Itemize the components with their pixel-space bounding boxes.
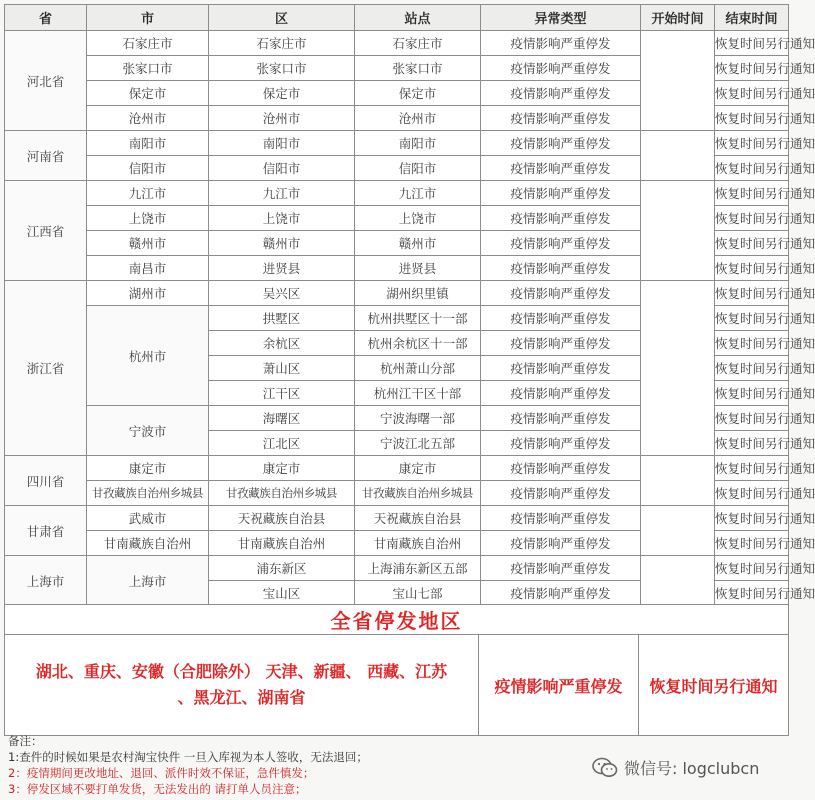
city-cell: 南昌市 (87, 256, 209, 281)
district-cell: 沧州市 (209, 106, 355, 131)
city-cell: 武威市 (87, 506, 209, 531)
station-cell: 甘孜藏族自治州乡城县 (355, 481, 481, 506)
exception-type-cell: 疫情影响严重停发 (481, 281, 641, 306)
table-row (5, 506, 789, 531)
province-cell: 河北省 (5, 31, 87, 131)
notes-heading: 备注： (8, 734, 43, 748)
city-cell: 宁波市 (87, 406, 209, 456)
province-cell: 四川省 (5, 456, 87, 506)
district-cell: 宝山区 (209, 581, 355, 606)
table-row (5, 281, 789, 306)
nationwide-suspension-table (4, 604, 789, 736)
header-city: 市 (87, 5, 209, 31)
summary-exception-type: 疫情影响严重停发 (479, 635, 639, 736)
exception-type-cell: 疫情影响严重停发 (481, 181, 641, 206)
exception-type-cell: 疫情影响严重停发 (481, 81, 641, 106)
end-time-cell: 恢复时间另行通知 (715, 181, 789, 206)
end-time-cell: 恢复时间另行通知 (715, 106, 789, 131)
summary-regions-line2: 、黑龙江、湖南省 (177, 688, 306, 707)
watermark-text: 微信号: logclubcn (624, 759, 760, 778)
end-time-cell: 恢复时间另行通知 (715, 456, 789, 481)
end-time-cell: 恢复时间另行通知 (715, 31, 789, 56)
district-cell: 张家口市 (209, 56, 355, 81)
station-cell: 上饶市 (355, 206, 481, 231)
district-cell: 甘孜藏族自治州乡城县 (209, 481, 355, 506)
district-cell: 九江市 (209, 181, 355, 206)
summary-regions (5, 635, 479, 736)
station-cell: 杭州余杭区十一部 (355, 331, 481, 356)
notes (8, 733, 568, 797)
station-cell: 杭州拱墅区十一部 (355, 306, 481, 331)
end-time-cell: 恢复时间另行通知 (715, 381, 789, 406)
start-time-cell (641, 456, 715, 506)
province-cell: 河南省 (5, 131, 87, 181)
end-time-cell: 恢复时间另行通知 (715, 556, 789, 581)
station-cell: 宝山七部 (355, 581, 481, 606)
province-cell: 浙江省 (5, 281, 87, 456)
station-cell: 天祝藏族自治县 (355, 506, 481, 531)
exception-type-cell: 疫情影响严重停发 (481, 531, 641, 556)
district-cell: 萧山区 (209, 356, 355, 381)
district-cell: 信阳市 (209, 156, 355, 181)
header-exception-type: 异常类型 (481, 5, 641, 31)
station-cell: 沧州市 (355, 106, 481, 131)
start-time-cell (641, 556, 715, 606)
city-cell: 南阳市 (87, 131, 209, 156)
province-cell: 甘肃省 (5, 506, 87, 556)
header-district: 区 (209, 5, 355, 31)
exception-type-cell: 疫情影响严重停发 (481, 556, 641, 581)
city-cell: 保定市 (87, 81, 209, 106)
end-time-cell: 恢复时间另行通知 (715, 131, 789, 156)
exception-type-cell: 疫情影响严重停发 (481, 231, 641, 256)
header-end-time: 结束时间 (715, 5, 789, 31)
province-cell: 江西省 (5, 181, 87, 281)
district-cell: 浦东新区 (209, 556, 355, 581)
table-row (5, 181, 789, 206)
station-cell: 甘南藏族自治州 (355, 531, 481, 556)
end-time-cell: 恢复时间另行通知 (715, 256, 789, 281)
exception-type-cell: 疫情影响严重停发 (481, 56, 641, 81)
city-cell: 信阳市 (87, 156, 209, 181)
district-cell: 康定市 (209, 456, 355, 481)
end-time-cell: 恢复时间另行通知 (715, 81, 789, 106)
station-cell: 宁波海曙一部 (355, 406, 481, 431)
start-time-cell (641, 506, 715, 556)
table-row (5, 556, 789, 581)
notes-line-1: 1:查件的时候如果是农村淘宝快件 一旦入库视为本人签收，无法退回； (8, 750, 368, 764)
city-cell: 张家口市 (87, 56, 209, 81)
table-body (5, 31, 815, 606)
station-cell: 上海浦东新区五部 (355, 556, 481, 581)
table-row (5, 31, 789, 56)
station-cell: 康定市 (355, 456, 481, 481)
district-cell: 保定市 (209, 81, 355, 106)
header-station: 站点 (355, 5, 481, 31)
end-time-cell: 恢复时间另行通知 (715, 406, 789, 431)
station-status-table (4, 4, 815, 606)
district-cell: 余杭区 (209, 331, 355, 356)
wechat-watermark (592, 756, 759, 779)
wechat-icon (592, 757, 618, 779)
end-time-cell: 恢复时间另行通知 (715, 356, 789, 381)
district-cell: 进贤县 (209, 256, 355, 281)
station-cell: 杭州江干区十部 (355, 381, 481, 406)
end-time-cell: 恢复时间另行通知 (715, 531, 789, 556)
table-header-row (5, 5, 789, 31)
district-cell: 石家庄市 (209, 31, 355, 56)
exception-type-cell: 疫情影响严重停发 (481, 206, 641, 231)
exception-type-cell: 疫情影响严重停发 (481, 106, 641, 131)
table-row (5, 456, 789, 481)
district-cell: 海曙区 (209, 406, 355, 431)
district-cell: 拱墅区 (209, 306, 355, 331)
exception-type-cell: 疫情影响严重停发 (481, 356, 641, 381)
district-cell: 赣州市 (209, 231, 355, 256)
end-time-cell: 恢复时间另行通知 (715, 431, 789, 456)
station-cell: 信阳市 (355, 156, 481, 181)
end-time-cell: 恢复时间另行通知 (715, 231, 789, 256)
district-cell: 南阳市 (209, 131, 355, 156)
district-cell: 天祝藏族自治县 (209, 506, 355, 531)
exception-type-cell: 疫情影响严重停发 (481, 481, 641, 506)
exception-type-cell: 疫情影响严重停发 (481, 131, 641, 156)
exception-type-cell: 疫情影响严重停发 (481, 506, 641, 531)
district-cell: 甘南藏族自治州 (209, 531, 355, 556)
station-cell: 张家口市 (355, 56, 481, 81)
district-cell: 江北区 (209, 431, 355, 456)
station-cell: 湖州织里镇 (355, 281, 481, 306)
city-cell: 湖州市 (87, 281, 209, 306)
start-time-cell (641, 31, 715, 131)
exception-type-cell: 疫情影响严重停发 (481, 31, 641, 56)
station-cell: 九江市 (355, 181, 481, 206)
exception-type-cell: 疫情影响严重停发 (481, 581, 641, 606)
notes-line-3: 3：停发区域不要打单发货，无法发出的 请打单人员注意； (8, 782, 307, 796)
district-cell: 江干区 (209, 381, 355, 406)
exception-type-cell: 疫情影响严重停发 (481, 456, 641, 481)
station-cell: 赣州市 (355, 231, 481, 256)
summary-regions-line1: 湖北、重庆、安徽（合肥除外） 天津、新疆、 西藏、江苏 (35, 662, 448, 681)
city-cell: 沧州市 (87, 106, 209, 131)
city-cell: 九江市 (87, 181, 209, 206)
city-cell: 甘南藏族自治州 (87, 531, 209, 556)
city-cell: 上海市 (87, 556, 209, 606)
exception-type-cell: 疫情影响严重停发 (481, 306, 641, 331)
exception-type-cell: 疫情影响严重停发 (481, 331, 641, 356)
end-time-cell: 恢复时间另行通知 (715, 581, 789, 606)
exception-type-cell: 疫情影响严重停发 (481, 256, 641, 281)
end-time-cell: 恢复时间另行通知 (715, 56, 789, 81)
start-time-cell (641, 131, 715, 181)
table-row (5, 131, 789, 156)
start-time-cell (641, 181, 715, 281)
station-cell: 进贤县 (355, 256, 481, 281)
station-cell: 石家庄市 (355, 31, 481, 56)
station-cell: 宁波江北五部 (355, 431, 481, 456)
city-cell: 杭州市 (87, 306, 209, 406)
station-cell: 南阳市 (355, 131, 481, 156)
header-province: 省 (5, 5, 87, 31)
exception-type-cell: 疫情影响严重停发 (481, 431, 641, 456)
city-cell: 上饶市 (87, 206, 209, 231)
end-time-cell: 恢复时间另行通知 (715, 331, 789, 356)
city-cell: 甘孜藏族自治州乡城县 (87, 481, 209, 506)
end-time-cell: 恢复时间另行通知 (715, 206, 789, 231)
end-time-cell: 恢复时间另行通知 (715, 156, 789, 181)
header-start-time: 开始时间 (641, 5, 715, 31)
end-time-cell: 恢复时间另行通知 (715, 481, 789, 506)
station-cell: 杭州萧山分部 (355, 356, 481, 381)
notes-line-2: 2：疫情期间更改地址、退回、派件时效不保证，急件慎发； (8, 766, 315, 780)
city-cell: 康定市 (87, 456, 209, 481)
summary-title: 全省停发地区 (5, 605, 789, 635)
start-time-cell (641, 281, 715, 456)
city-cell: 石家庄市 (87, 31, 209, 56)
district-cell: 吴兴区 (209, 281, 355, 306)
summary-end-time: 恢复时间另行通知 (639, 635, 789, 736)
province-cell: 上海市 (5, 556, 87, 606)
exception-type-cell: 疫情影响严重停发 (481, 406, 641, 431)
exception-type-cell: 疫情影响严重停发 (481, 156, 641, 181)
end-time-cell: 恢复时间另行通知 (715, 281, 789, 306)
station-cell: 保定市 (355, 81, 481, 106)
end-time-cell: 恢复时间另行通知 (715, 506, 789, 531)
end-time-cell: 恢复时间另行通知 (715, 306, 789, 331)
city-cell: 赣州市 (87, 231, 209, 256)
exception-type-cell: 疫情影响严重停发 (481, 381, 641, 406)
district-cell: 上饶市 (209, 206, 355, 231)
